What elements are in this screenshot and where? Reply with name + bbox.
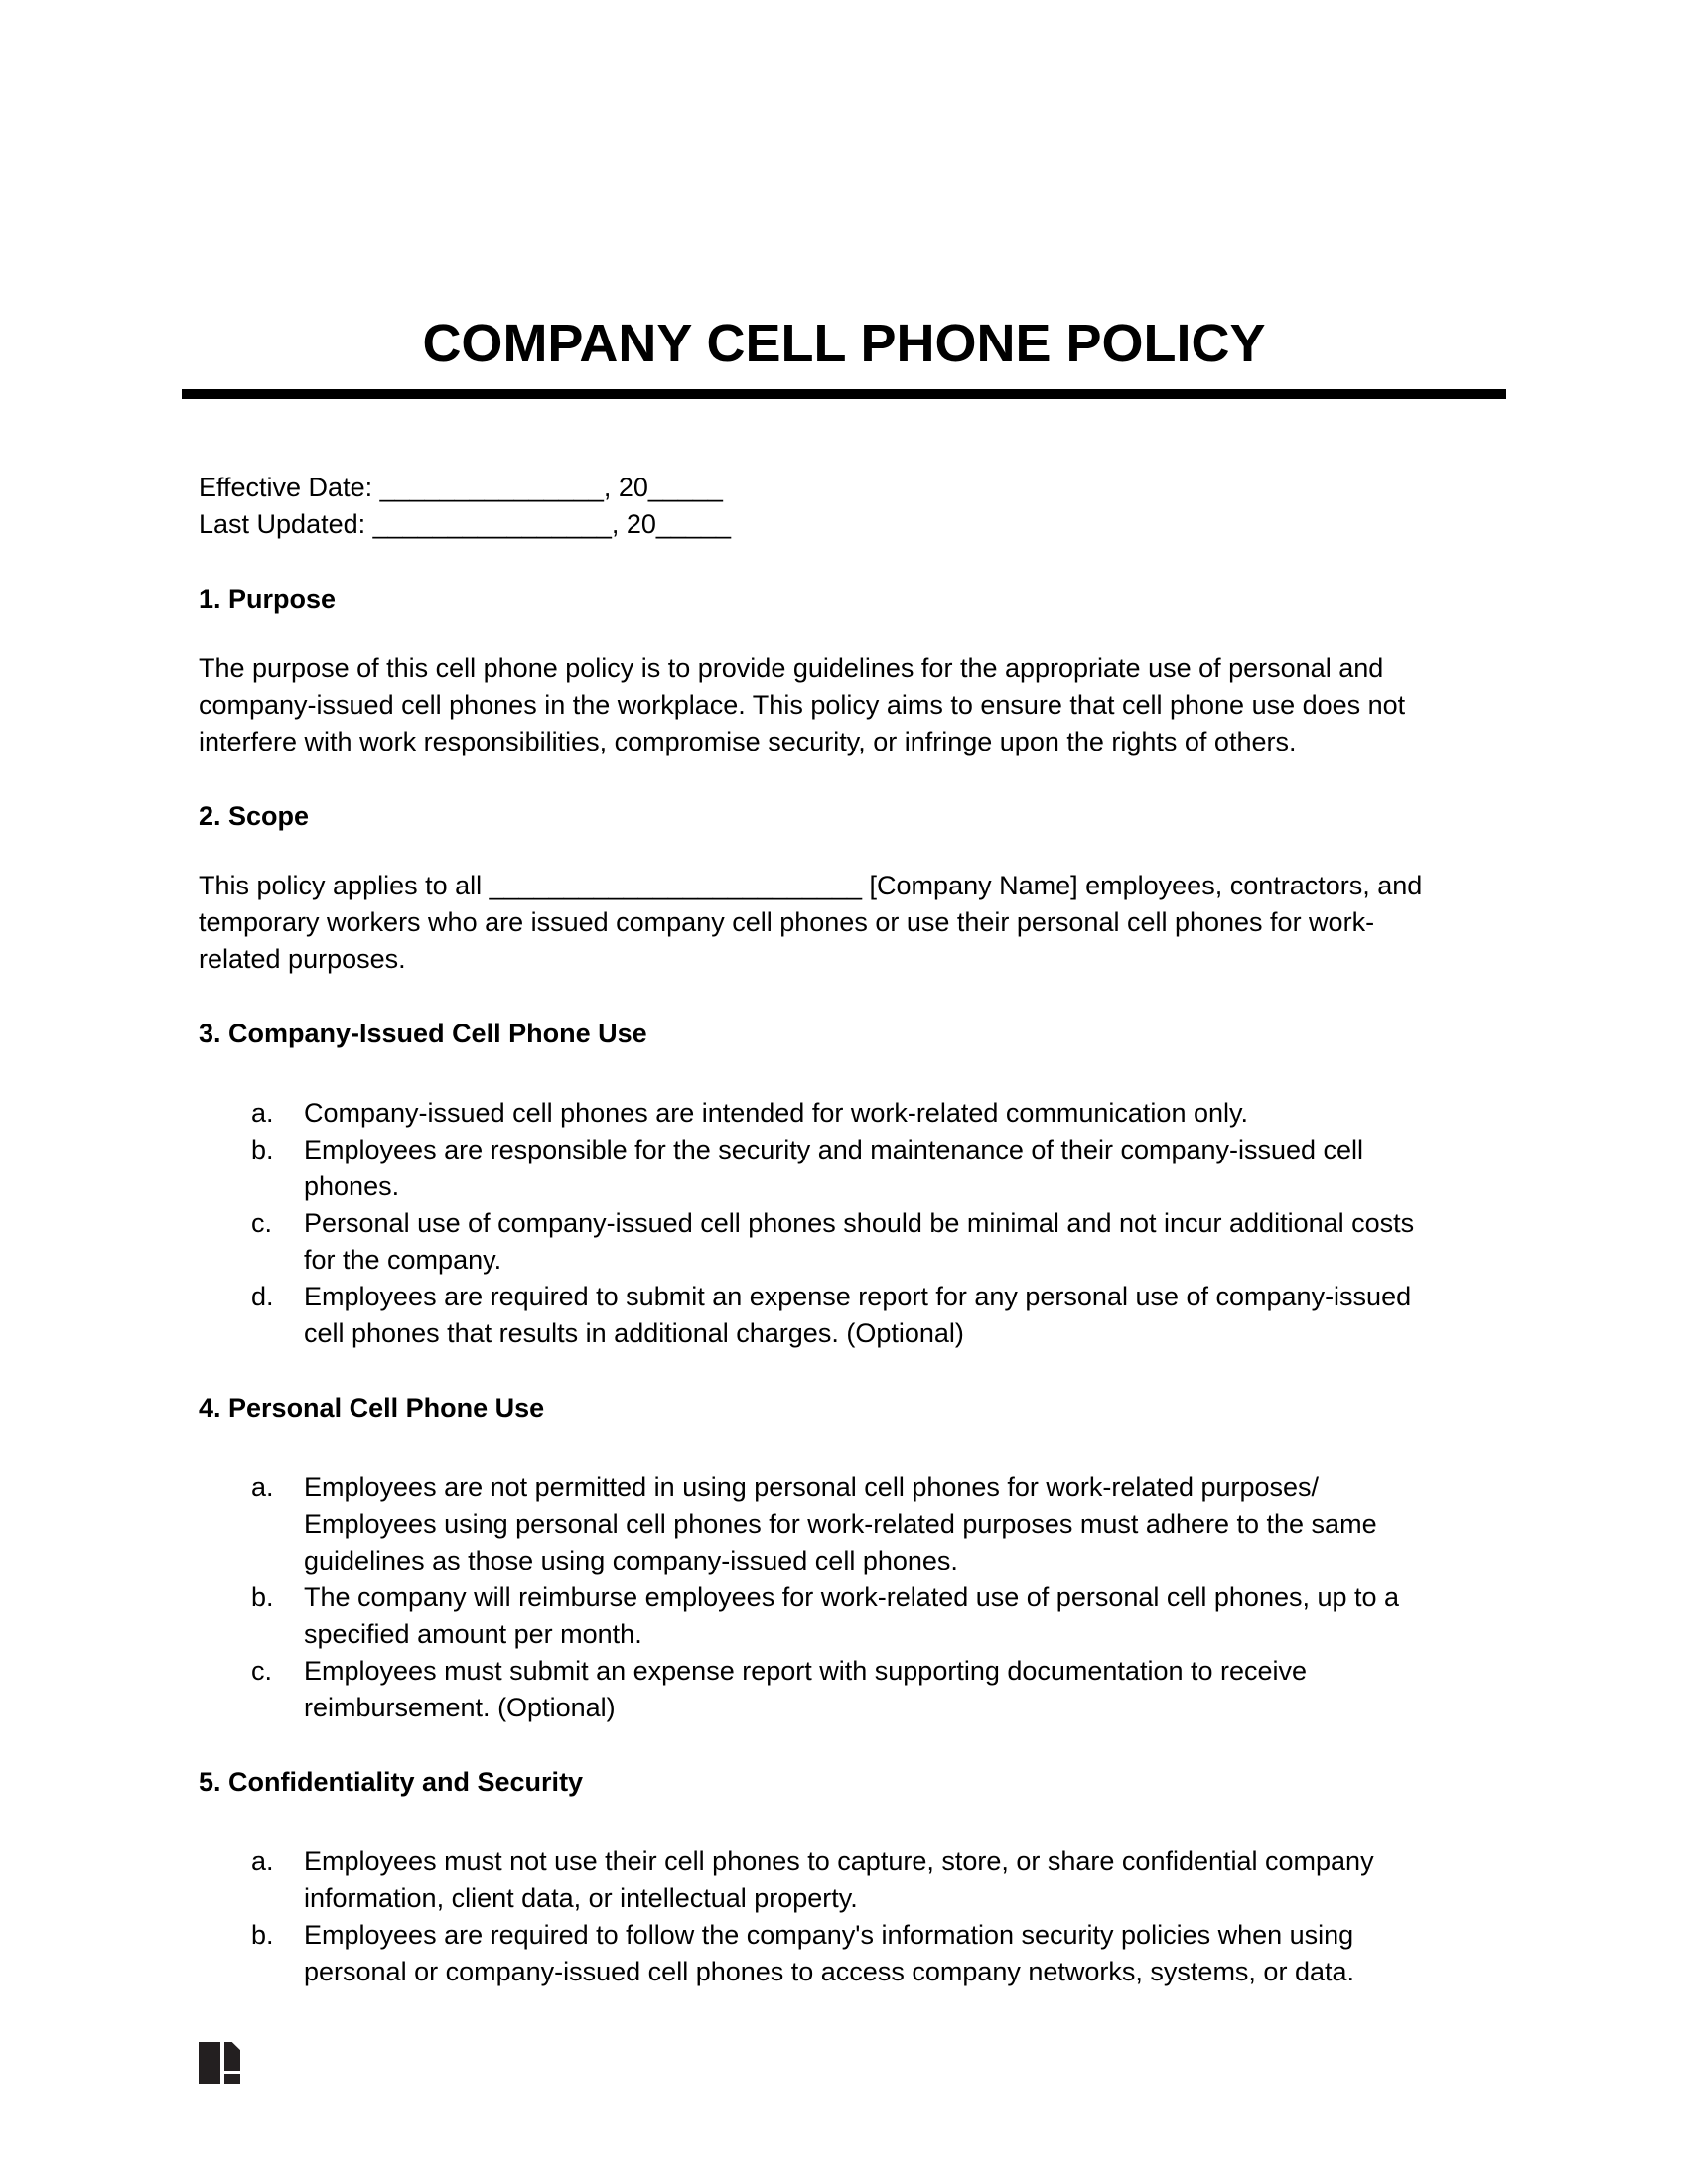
list-item <box>251 1843 1450 1917</box>
list-item-text: Employees are not permitted in using personal cell phones for work-related purposes/ Employees using personal cell phones for work-related purposes must adhere to the same guidelines as those using company-issued cell phones. <box>304 1472 1377 1575</box>
list-item <box>251 1132 1450 1205</box>
list-marker: a. <box>251 1098 274 1128</box>
effective-date-line: Effective Date: _______________, 20_____ <box>199 473 723 502</box>
list-item <box>251 1205 1450 1279</box>
list-item-text: Employees must submit an expense report with supporting documentation to receive reimbursement. (Optional) <box>304 1656 1308 1722</box>
logo-bottom-block-shape <box>224 2074 240 2084</box>
list-item-text: Employees must not use their cell phones to capture, store, or share confidential company information, client data, or intellectual property. <box>304 1846 1374 1913</box>
list-marker: a. <box>251 1846 274 1876</box>
section-paragraph-purpose: The purpose of this cell phone policy is to provide guidelines for the appropriate use of personal and company-issued cell phones in the workplace. This policy aims to ensure that cell phone use does not interfere with work responsibilities, compromise security, or infringe upon the rights of others. <box>199 653 1406 756</box>
list-marker: c. <box>251 1208 273 1238</box>
list-item-text: The company will reimburse employees for work-related use of personal cell phones, up to a specified amount per month. <box>304 1582 1400 1649</box>
list-item <box>251 1279 1450 1352</box>
list-item <box>251 1469 1450 1579</box>
company-issued-use-list <box>199 1095 1450 1352</box>
list-marker: b. <box>251 1920 274 1950</box>
confidentiality-list <box>199 1843 1450 1990</box>
list-item-text: Company-issued cell phones are intended for work-related communication only. <box>304 1098 1248 1128</box>
list-item-text: Employees are required to follow the company's information security policies when using personal or company-issued cell phones to access company networks, systems, or data. <box>304 1920 1354 1986</box>
title-rule <box>182 389 1506 399</box>
list-item <box>251 1917 1450 1990</box>
logo-left-bar-shape <box>199 2042 220 2084</box>
list-marker: d. <box>251 1282 274 1311</box>
list-item <box>251 1579 1450 1653</box>
page-title: COMPANY CELL PHONE POLICY <box>422 314 1266 373</box>
list-marker: a. <box>251 1472 274 1502</box>
list-item <box>251 1095 1450 1132</box>
meta-block <box>199 470 1450 543</box>
section-heading-personal-use: 4. Personal Cell Phone Use <box>199 1393 545 1423</box>
list-marker: c. <box>251 1656 273 1686</box>
list-item <box>251 1653 1450 1726</box>
list-item-text: Employees are required to submit an expense report for any personal use of company-issued cell phones that results in additional charges. (Optional) <box>304 1282 1412 1348</box>
document-header <box>0 0 1688 399</box>
section-paragraph-scope: This policy applies to all _________________________ [Company Name] employees, contractors, and temporary workers who are issued company cell phones or use their personal cell phones for work-related purposes. <box>199 871 1423 974</box>
section-heading-scope: 2. Scope <box>199 801 310 831</box>
list-marker: b. <box>251 1582 274 1612</box>
section-heading-company-issued-use: 3. Company-Issued Cell Phone Use <box>199 1019 647 1048</box>
section-heading-purpose: 1. Purpose <box>199 584 337 614</box>
personal-use-list <box>199 1469 1450 1726</box>
list-item-text: Employees are responsible for the security and maintenance of their company-issued cell phones. <box>304 1135 1364 1201</box>
logo-document-shape <box>224 2042 240 2071</box>
list-item-text: Personal use of company-issued cell phones should be minimal and not incur additional costs for the company. <box>304 1208 1415 1275</box>
last-updated-line: Last Updated: ________________, 20_____ <box>199 509 731 539</box>
section-heading-confidentiality: 5. Confidentiality and Security <box>199 1767 584 1797</box>
list-marker: b. <box>251 1135 274 1164</box>
document-body <box>199 470 1450 1990</box>
legal-templates-logo <box>199 2042 240 2084</box>
